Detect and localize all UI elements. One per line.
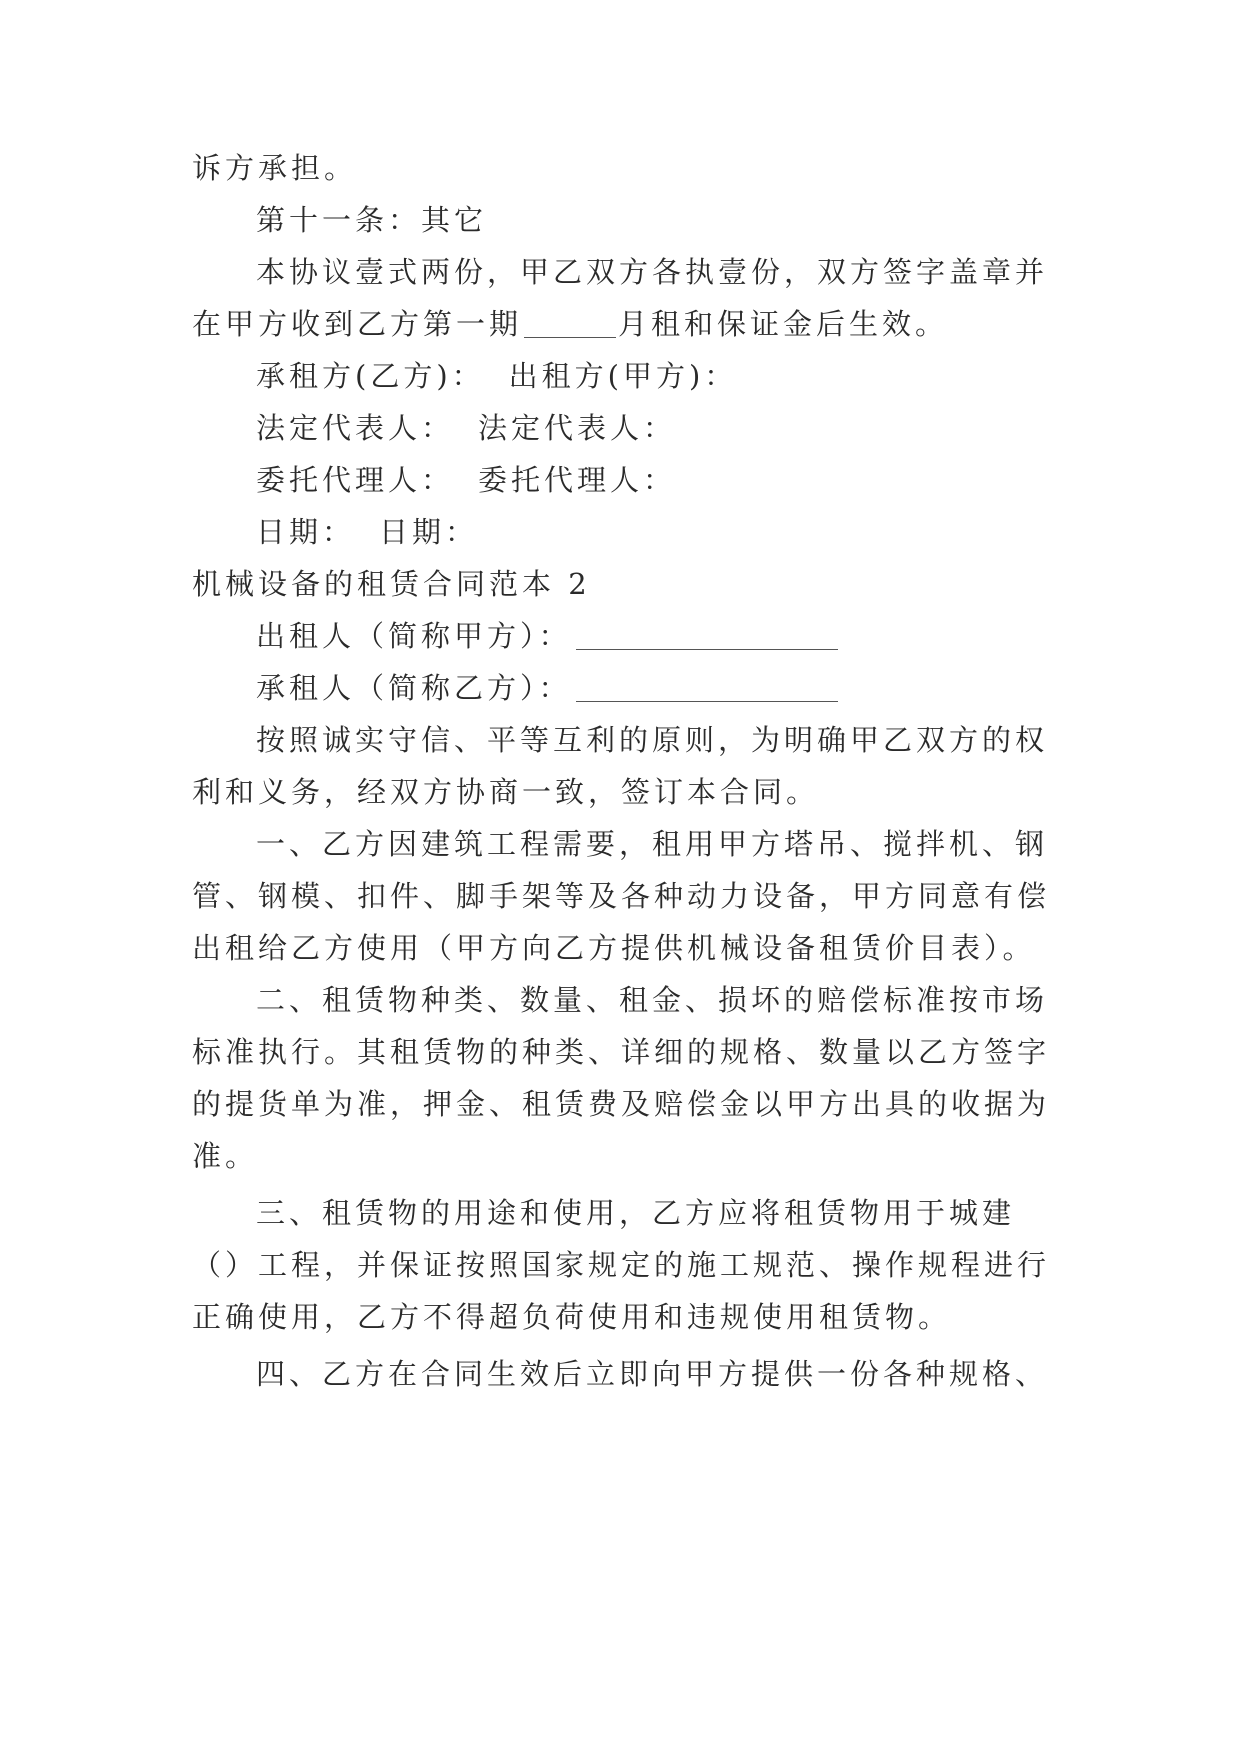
paragraph-line: 利和义务，经双方协商一致，签订本合同。 — [192, 775, 820, 809]
lessor-line — [256, 616, 838, 656]
fill-in-blank — [524, 309, 616, 338]
clause-2-line: 标准执行。其租赁物的种类、详细的规格、数量以乙方签字 — [192, 1035, 1051, 1069]
lessee-sign-label: 承租方(乙方)： — [256, 359, 485, 393]
agent-label: 委托代理人： — [478, 463, 677, 497]
lessee-fill-blank — [576, 673, 838, 702]
paragraph-line: 按照诚实守信、平等互利的原则，为明确甲乙双方的权 — [256, 723, 1049, 757]
lessor-label: 出租人（简称甲方）： — [256, 619, 572, 653]
clause-2-line: 二、租赁物种类、数量、租金、损坏的赔偿标准按市场 — [256, 983, 1049, 1017]
paragraph-line: 诉方承担。 — [192, 151, 358, 185]
lessor-fill-blank — [576, 621, 838, 650]
paragraph-line: 本协议壹式两份，甲乙双方各执壹份，双方签字盖章并 — [256, 255, 1049, 289]
legal-rep-label: 法定代表人： — [256, 411, 455, 445]
text-segment: 在甲方收到乙方第一期 — [192, 307, 523, 341]
article-11-heading: 第十一条：其它 — [256, 203, 488, 237]
date-label: 日期： — [256, 515, 356, 549]
contract-2-title: 机械设备的租赁合同范本 2 — [192, 567, 591, 601]
date-label: 日期： — [379, 515, 479, 549]
clause-1-line: 管、钢模、扣件、脚手架等及各种动力设备，甲方同意有偿 — [192, 879, 1051, 913]
clause-3-line: 三、租赁物的用途和使用，乙方应将租赁物用于城建 — [256, 1196, 1016, 1230]
lessee-label: 承租人（简称乙方）： — [256, 671, 572, 705]
legal-rep-label: 法定代表人： — [478, 411, 677, 445]
clause-3-line: 正确使用，乙方不得超负荷使用和违规使用租赁物。 — [192, 1300, 952, 1334]
legal-rep-line — [256, 408, 676, 448]
lessor-sign-label: 出租方(甲方)： — [508, 359, 738, 393]
clause-1-line: 一、乙方因建筑工程需要，租用甲方塔吊、搅拌机、钢 — [256, 827, 1049, 861]
text-segment: 月租和保证金后生效。 — [618, 307, 949, 341]
agent-line — [256, 460, 676, 500]
paragraph-line — [192, 304, 948, 344]
clause-1-line: 出租给乙方使用（甲方向乙方提供机械设备租赁价目表）。 — [192, 931, 1036, 965]
clause-4-line: 四、乙方在合同生效后立即向甲方提供一份各种规格、 — [256, 1357, 1049, 1391]
clause-2-line: 的提货单为准，押金、租赁费及赔偿金以甲方出具的收据为 — [192, 1087, 1051, 1121]
lessee-line — [256, 668, 838, 708]
agent-label: 委托代理人： — [256, 463, 455, 497]
date-line — [256, 512, 478, 552]
clause-3-line: （）工程，并保证按照国家规定的施工规范、操作规程进行 — [192, 1248, 1051, 1282]
signature-parties-line — [256, 356, 737, 396]
clause-2-line: 准。 — [192, 1139, 259, 1173]
